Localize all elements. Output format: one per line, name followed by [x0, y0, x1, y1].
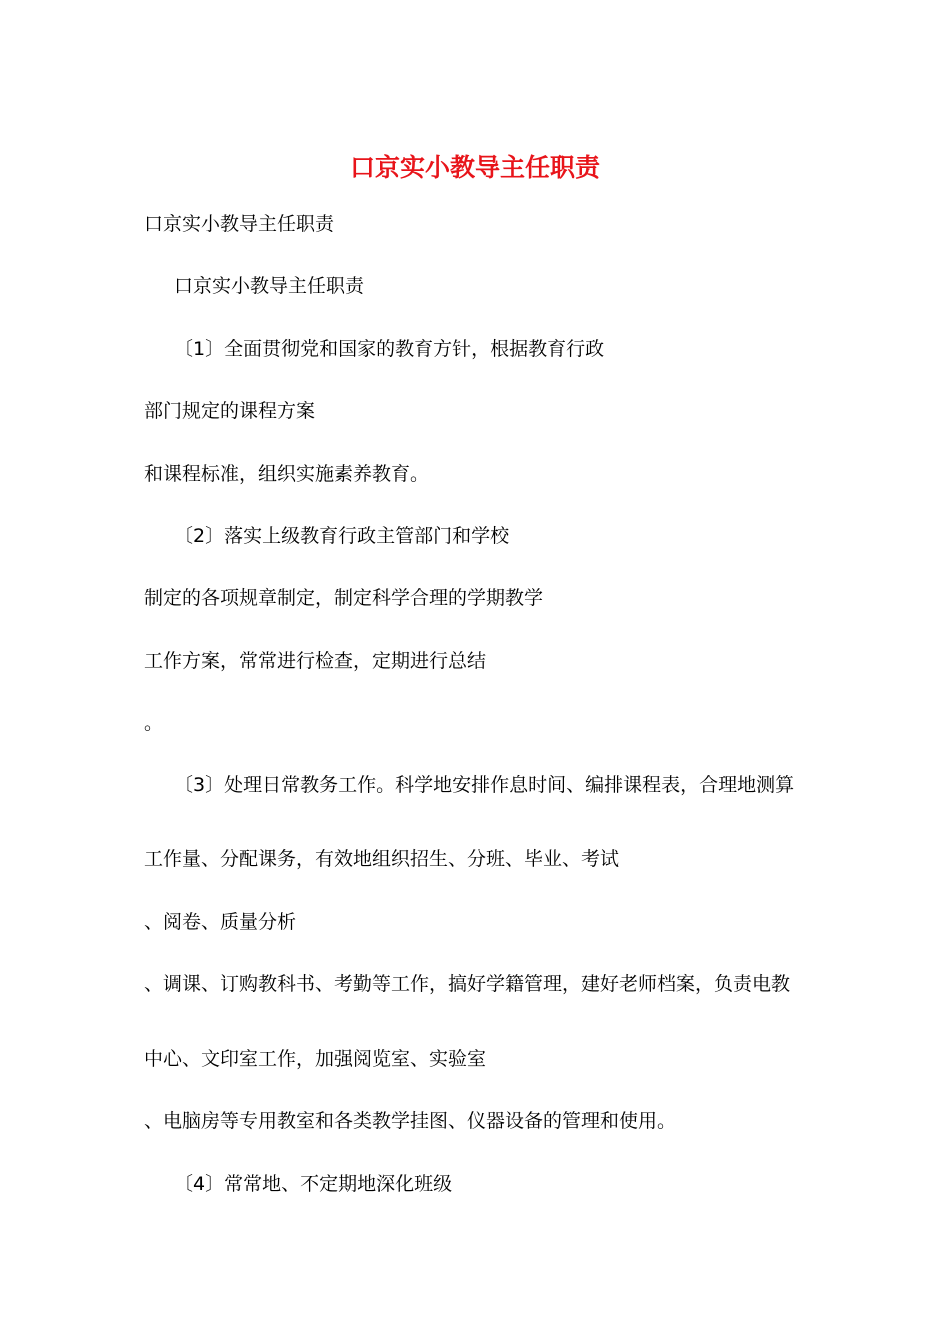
- doc-line-7: 制定的各项规章制定，制定科学合理的学期教学: [144, 587, 544, 609]
- doc-line-4: 部门规定的课程方案: [144, 400, 316, 422]
- doc-line-3: 〔1〕全面贯彻党和国家的教育方针，根据教育行政: [174, 338, 605, 360]
- doc-line-14: 中心、文印室工作，加强阅览室、实验室: [144, 1048, 487, 1070]
- doc-line-10: 〔3〕处理日常教务工作。科学地安排作息时间、编排课程表，合理地测算: [174, 774, 795, 796]
- doc-line-16: 〔4〕常常地、不定期地深化班级: [174, 1173, 453, 1195]
- doc-line-8: 工作方案，常常进行检查，定期进行总结: [144, 650, 487, 672]
- doc-line-13: 、调课、订购教科书、考勤等工作，搞好学籍管理，建好老师档案，负责电教: [144, 973, 791, 995]
- doc-line-15: 、电脑房等专用教室和各类教学挂图、仪器设备的管理和使用。: [144, 1110, 677, 1132]
- document-title: 口京实小教导主任职责: [349, 153, 600, 182]
- doc-line-1: 口京实小教导主任职责: [144, 213, 335, 235]
- doc-line-11: 工作量、分配课务，有效地组织招生、分班、毕业、考试: [144, 848, 620, 870]
- doc-line-2: 口京实小教导主任职责: [174, 275, 365, 297]
- doc-line-9: 。: [144, 712, 164, 734]
- doc-line-6: 〔2〕落实上级教育行政主管部门和学校: [174, 525, 510, 547]
- doc-line-5: 和课程标准，组织实施素养教育。: [144, 463, 430, 485]
- doc-line-12: 、阅卷、质量分析: [144, 911, 297, 933]
